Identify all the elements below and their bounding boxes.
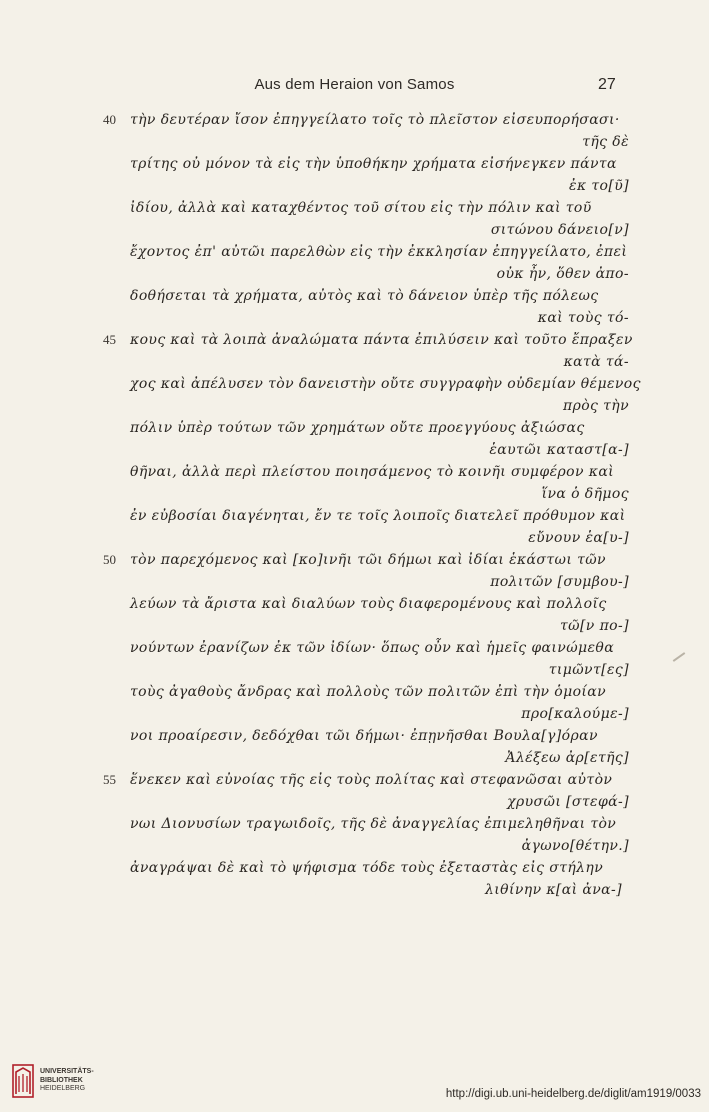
text-line <box>0 376 709 398</box>
text-line <box>0 772 709 794</box>
line-text: λιθίνην κ[αὶ ἀνα-] <box>485 882 622 898</box>
logo-line-2: BIBLIOTHEK <box>40 1076 83 1084</box>
text-line <box>0 706 709 728</box>
running-title: Aus dem Heraion von Samos <box>254 76 455 93</box>
line-text: ἀγωνο[θέτην.] <box>521 838 629 854</box>
text-line <box>0 310 709 332</box>
text-line <box>0 728 709 750</box>
line-text: νοι προαίρεσιν, δεδόχθαι τῶι δήμωι· ἐπῃνῆσθαι Βουλα[γ]όραν <box>130 728 598 744</box>
text-line <box>0 838 709 860</box>
line-text: δοθήσεται τὰ χρήματα, αὐτὸς καὶ τὸ δάνειον ὑπὲρ τῆς πόλεως <box>130 288 599 304</box>
line-text: ἵνα ὁ δῆμος <box>541 486 629 502</box>
text-line <box>0 640 709 662</box>
line-number: 40 <box>103 112 116 127</box>
text-line <box>0 816 709 838</box>
text-line <box>0 134 709 156</box>
text-line <box>0 486 709 508</box>
text-line <box>0 530 709 552</box>
text-line <box>0 354 709 376</box>
library-logo-text <box>40 1068 94 1094</box>
text-line <box>0 882 709 904</box>
line-text: χρυσῶι [στεφά-] <box>507 794 629 810</box>
line-text: λεύων τὰ ἄριστα καὶ διαλύων τοὺς διαφερομένους καὶ πολλοῖς <box>130 596 607 612</box>
text-line <box>0 222 709 244</box>
line-text: κατὰ τά- <box>563 354 629 370</box>
line-text: ἕνεκεν καὶ εὐνοίας τῆς εἰς τοὺς πολίτας καὶ στεφανῶσαι αὐτὸν <box>130 772 613 788</box>
line-text: καὶ τοὺς τό- <box>537 310 629 326</box>
text-line <box>0 288 709 310</box>
text-line <box>0 244 709 266</box>
text-line <box>0 662 709 684</box>
text-line <box>0 684 709 706</box>
text-line <box>0 750 709 772</box>
line-number: 55 <box>103 772 116 787</box>
line-text: τὸν παρεχόμενος καὶ [κο]ινῆι τῶι δήμωι καὶ ἰδίαι ἑκάστωι τῶν <box>130 552 606 568</box>
logo-line-3: HEIDELBERG <box>40 1085 86 1092</box>
line-text: θῆναι, ἀλλὰ περὶ πλείστου ποιησάμενος τὸ κοινῆι συμφέρον καὶ <box>130 464 615 480</box>
text-line <box>0 442 709 464</box>
line-text: ἑαυτῶι καταστ[α-] <box>489 442 629 458</box>
line-text: εὔνουν ἑα[υ-] <box>528 530 629 546</box>
line-text: χος καὶ ἀπέλυσεν τὸν δανειστὴν οὔτε συγγραφὴν οὐδεμίαν θέμενος <box>130 376 641 392</box>
text-line <box>0 794 709 816</box>
line-number: 45 <box>103 332 116 347</box>
text-line <box>0 112 709 134</box>
line-text: τὴν δευτέραν ἴσον ἐπηγγείλατο τοῖς τὸ πλεῖστον εἰσευπορήσασι· <box>130 112 620 128</box>
line-text: νωι Διονυσίων τραγωιδοῖς, τῆς δὲ ἀναγγελίας ἐπιμεληθῆναι τὸν <box>130 816 617 832</box>
text-line <box>0 156 709 178</box>
line-text: τρίτης οὐ μόνον τὰ εἰς τὴν ὑποθήκην χρήματα εἰσήνεγκεν πάντα <box>130 156 617 172</box>
logo-line-1: UNIVERSITÄTS- <box>40 1068 94 1075</box>
text-line <box>0 508 709 530</box>
line-text: πρὸς τὴν <box>563 398 629 414</box>
text-line <box>0 596 709 618</box>
text-line <box>0 266 709 288</box>
text-line <box>0 552 709 574</box>
text-line <box>0 178 709 200</box>
text-line <box>0 574 709 596</box>
line-text: σιτώνου δάνειο[ν] <box>490 222 629 238</box>
running-head <box>0 76 709 93</box>
line-number: 50 <box>103 552 116 567</box>
line-text: ἔχοντος ἐπ' αὐτῶι παρελθὼν εἰς τὴν ἐκκλησίαν ἐπηγγείλατο, ἐπεὶ <box>130 244 628 260</box>
line-text: κους καὶ τὰ λοιπὰ ἀναλώματα πάντα ἐπιλύσειν καὶ τοῦτο ἔπραξεν <box>130 332 633 348</box>
line-text: τῶ[ν πο-] <box>559 618 629 634</box>
line-text: ἐκ το[ῦ] <box>569 178 629 194</box>
source-url[interactable]: http://digi.ub.uni-heidelberg.de/diglit/am1919/0033 <box>445 1088 701 1100</box>
text-line <box>0 420 709 442</box>
line-text: τιμῶντ[ες] <box>548 662 629 678</box>
inscription-text <box>0 112 709 904</box>
line-text: ἀναγράψαι δὲ καὶ τὸ ψήφισμα τόδε τοὺς ἐξεταστὰς εἰς στήλην <box>130 860 604 876</box>
text-line <box>0 398 709 420</box>
line-text: τῆς δὲ <box>582 134 629 150</box>
line-text: τοὺς ἀγαθοὺς ἄνδρας καὶ πολλοὺς τῶν πολιτῶν ἐπὶ τὴν ὁμοίαν <box>130 684 607 700</box>
line-text: ἐν εὐβοσίαι διαγένηται, ἔν τε τοῖς λοιποῖς διατελεῖ πρόθυμον καὶ <box>130 508 626 524</box>
text-line <box>0 860 709 882</box>
text-line <box>0 200 709 222</box>
text-line <box>0 464 709 486</box>
line-text: Ἀλέξεω ἀρ[ετῆς] <box>505 750 629 766</box>
line-text: πολιτῶν [συμβου-] <box>490 574 629 590</box>
line-text: προ[καλούμε-] <box>521 706 629 722</box>
page-number: 27 <box>598 76 616 93</box>
text-line <box>0 332 709 354</box>
line-text: ἰδίου, ἀλλὰ καὶ καταχθέντος τοῦ σίτου εἰς τὴν πόλιν καὶ τοῦ <box>130 200 592 216</box>
line-text: οὐκ ἦν, ὅθεν ἀπο- <box>496 266 629 282</box>
heidelberg-library-logo-icon <box>12 1064 34 1098</box>
library-logo <box>12 1064 122 1104</box>
line-text: νούντων ἐρανίζων ἐκ τῶν ἰδίων· ὅπως οὖν καὶ ἡμεῖς φαινώμεθα <box>130 640 615 656</box>
line-text: πόλιν ὑπὲρ τούτων τῶν χρημάτων οὔτε προεγγύους ἀξιώσας <box>130 420 585 436</box>
text-line <box>0 618 709 640</box>
